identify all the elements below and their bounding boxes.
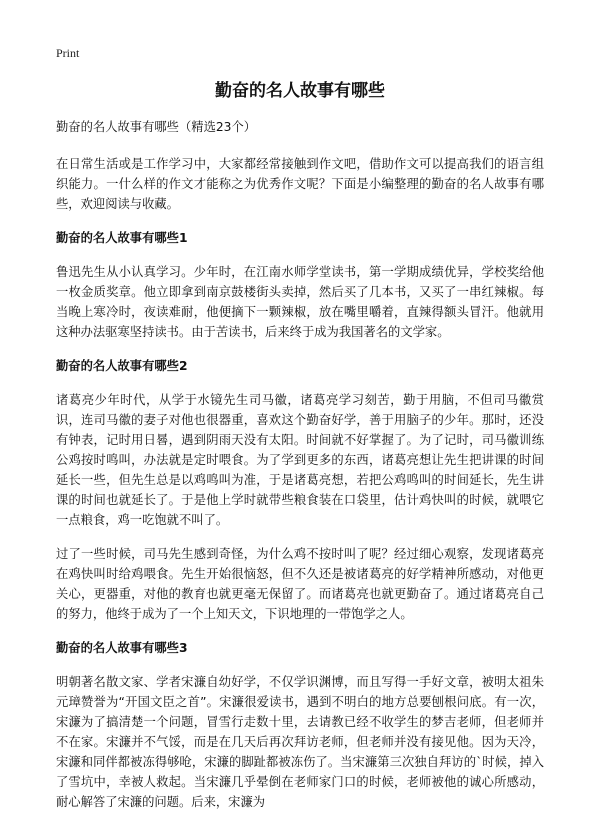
article-body — [56, 117, 544, 826]
story-paragraph: 过了一些时候，司马先生感到奇怪，为什么鸡不按时叫了呢？经过细心观察，发现诸葛亮在鸡快叫时给鸡喂食。先生开始很恼怒，但不久还是被诸葛亮的好学精神所感动，对他更关心，更器重，对他的教育也就更毫无保留了。而诸葛亮也就更勤奋了。通过诸葛亮自己的努力，他终于成为了一个上知天文，下识地理的一带饱学之人。 — [56, 547, 544, 621]
section-3 — [56, 638, 544, 812]
section-heading: 勤奋的名人故事有哪些1 — [56, 231, 188, 245]
article-subtitle: 勤奋的名人故事有哪些（精选23个） — [56, 120, 257, 134]
section-1 — [56, 228, 544, 342]
intro-paragraph: 在日常生活或是工作学习中，大家都经常接触到作文吧，借助作文可以提高我们的语言组织能力。一什么样的作文才能称之为优秀作文呢？下面是小编整理的勤奋的名人故事有哪些，欢迎阅读与收藏。 — [56, 157, 544, 211]
section-heading: 勤奋的名人故事有哪些3 — [56, 641, 188, 655]
page-title: 勤奋的名人故事有哪些 — [215, 81, 385, 101]
section-heading: 勤奋的名人故事有哪些2 — [56, 359, 188, 373]
print-link[interactable]: Print — [56, 46, 80, 60]
story-paragraph: 诸葛亮少年时代，从学于水镜先生司马徽，诸葛亮学习刻苦，勤于用脑，不但司马徽赏识，连司马徽的妻子对他也很器重，喜欢这个勤奋好学，善于用脑子的少年。那时，还没有钟表，记时用日晷，遇到阴雨天没有太阳。时间就不好掌握了。为了记时，司马徽训练公鸡按时鸣叫，办法就是定时喂食。为了学到更多的东西，诸葛亮想让先生把讲课的时间延长一些，但先生总是以鸡鸣叫为准，于是诸葛亮想，若把公鸡鸣叫的时间延长，先生讲课的时间也就延长了。于是他上学时就带些粮食装在口袋里，估计鸡快叫的时候，就喂它一点粮食，鸡一吃饱就不叫了。 — [56, 393, 544, 527]
story-paragraph: 鲁迅先生从小认真学习。少年时，在江南水师学堂读书，第一学期成绩优异，学校奖给他一枚金质奖章。他立即拿到南京鼓楼街头卖掉，然后买了几本书，又买了一串红辣椒。每当晚上寒冷时，夜读难耐，他便摘下一颗辣椒，放在嘴里嚼着，直辣得额头冒汗。他就用这种办法驱寒坚持读书。由于苦读书，后来终于成为我国著名的文学家。 — [56, 265, 544, 339]
section-2 — [56, 356, 544, 624]
story-paragraph: 明朝著名散文家、学者宋濂自幼好学，不仅学识渊博，而且写得一手好文章，被明太祖朱元璋赞誉为“开国文臣之首”。宋濂很爱读书，遇到不明白的地方总要刨根问底。有一次，宋濂为了搞清楚一个问题，冒雪行走数十里，去请教已经不收学生的梦吉老师，但老师并不在家。宋濂并不气馁，而是在几天后再次拜访老师，但老师并没有接见他。因为天冷，宋濂和同伴都被冻得够呛，宋濂的脚趾都被冻伤了。当宋濂第三次独自拜访的`时候，掉入了雪坑中，幸被人救起。当宋濂几乎晕倒在老师家门口的时候，老师被他的诚心所感动，耐心解答了宋濂的问题。后来，宋濂为 — [56, 675, 544, 809]
